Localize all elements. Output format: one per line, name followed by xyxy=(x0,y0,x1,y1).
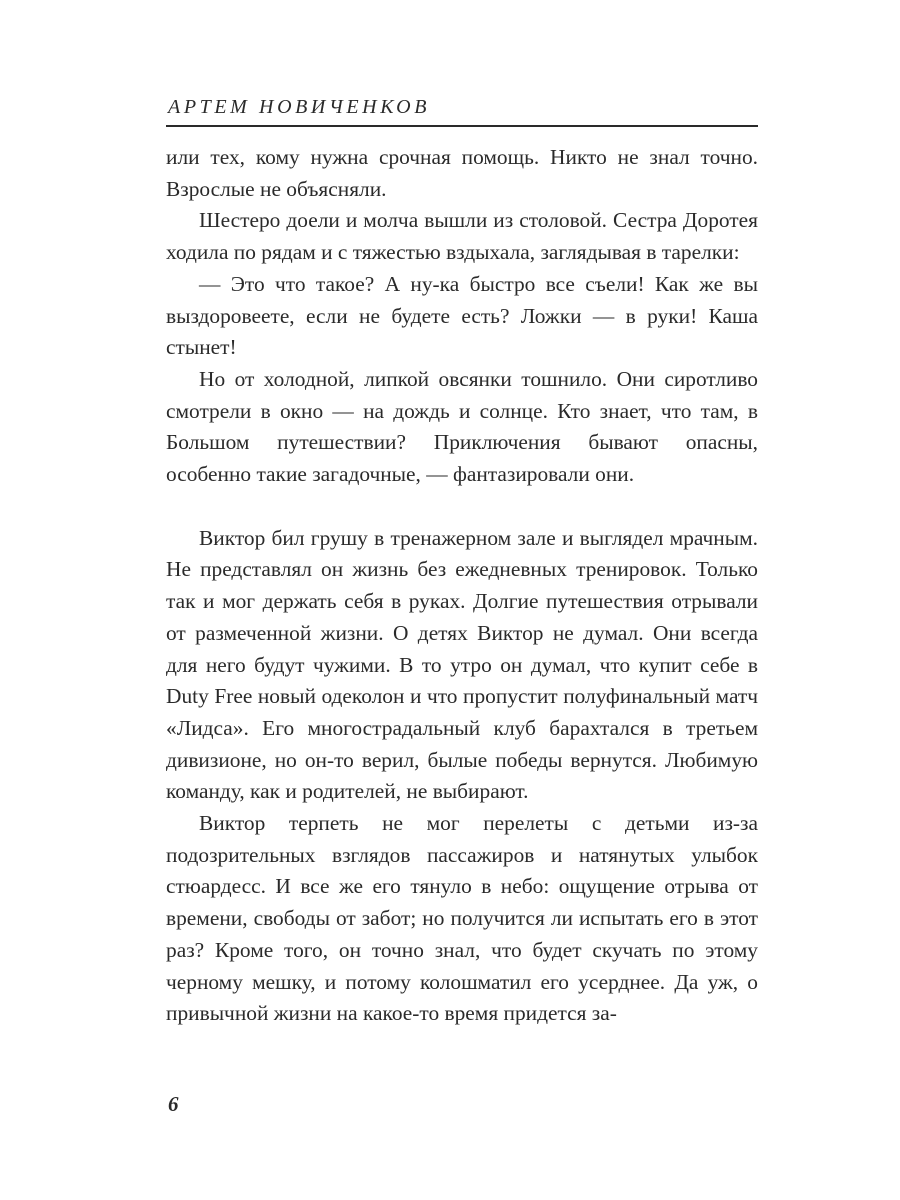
page-number: 6 xyxy=(168,1092,179,1116)
paragraph: Но от холодной, липкой овсянки тошнило. Они сиротливо смотрели в окно — на дождь и солнце. Кто знает, что там, в Большом путешествии? Приключения бывают опасны, особенно такие загадочные, — фантазировали они. xyxy=(166,366,758,487)
paragraph-dialogue: — Это что такое? А ну-ка быстро все съели! Как же вы выздоровеете, если не будете есть? Ложки — в руки! Каша стынет! xyxy=(166,271,758,360)
section-break xyxy=(166,491,758,523)
paragraph: Виктор терпеть не мог перелеты с детьми из-за подозрительных взглядов пассажиров и натянутых улыбок стюардесс. И все же его тянуло в небо: ощущение отрыва от времени, свободы от забот; но получится ли испытать его в этот раз? Кроме того, он точно знал, что будет скучать по этому черному мешку, и потому колошматил его усерднее. Да уж, о привычной жизни на какое-то время придется за- xyxy=(166,811,758,1026)
header-rule xyxy=(166,125,758,127)
paragraph-continued: или тех, кому нужна срочная помощь. Никто не знал точно. Взрослые не объясняли. xyxy=(166,145,758,201)
body-text xyxy=(166,142,758,1030)
running-head-author: АРТЕМ НОВИЧЕНКОВ xyxy=(168,96,431,118)
paragraph: Шестеро доели и молча вышли из столовой. Сестра Доротея ходила по рядам и с тяжестью вздыхала, заглядывая в тарелки: xyxy=(166,208,758,265)
paragraph: Виктор бил грушу в тренажерном зале и выглядел мрачным. Не представлял он жизнь без ежедневных тренировок. Только так и мог держать себя в руках. Долгие путешествия отрывали от размеченной жизни. О детях Виктор не думал. Они всегда для него будут чужими. В то утро он думал, что купит себе в Duty Free новый одеколон и что пропустит полуфинальный матч «Лидса». Его многострадальный клуб барахтался в третьем дивизионе, но он-то верил, былые победы вернутся. Любимую команду, как и родителей, не выбирают. xyxy=(166,525,758,804)
